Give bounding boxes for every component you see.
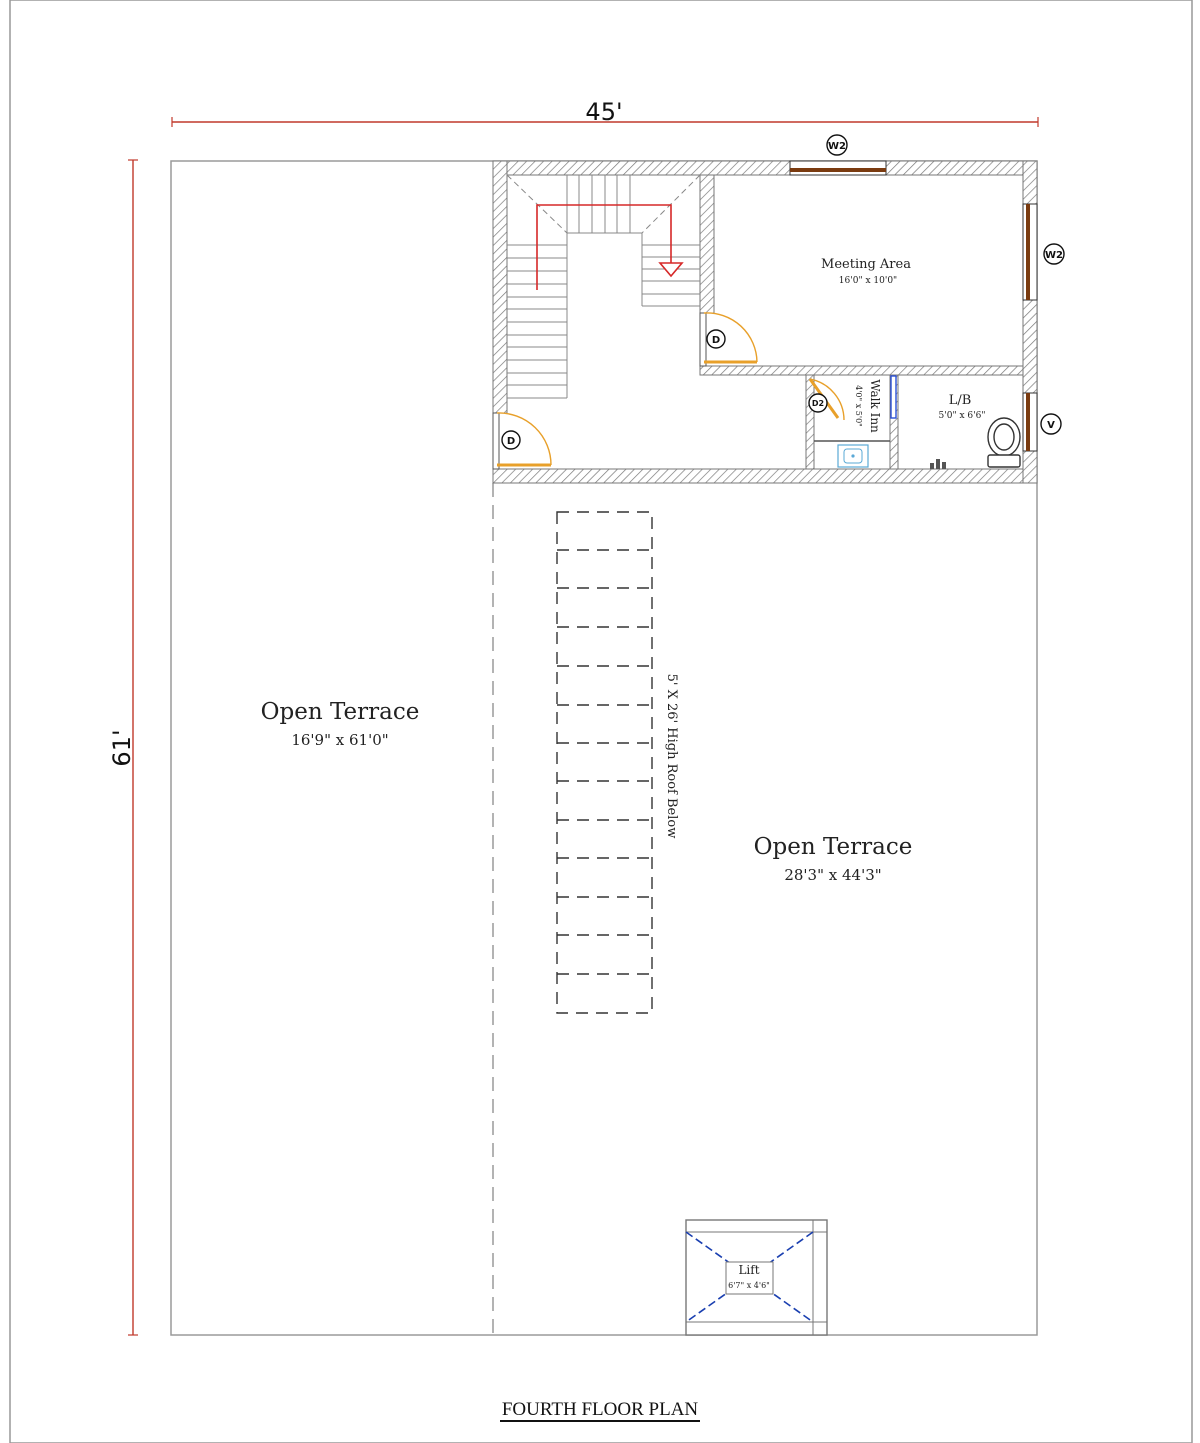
tag-w2-top: [827, 135, 847, 155]
svg-text:D2: D2: [811, 399, 825, 408]
meeting-area-size: 16'0" x 10'0": [838, 276, 898, 286]
page-frame: [10, 0, 1192, 1443]
toilet-icon: [988, 418, 1020, 467]
svg-text:D: D: [506, 436, 516, 447]
high-roof-grid: [557, 512, 652, 1013]
walk-inn-size: 4'0" x 5'0": [854, 385, 863, 427]
width-dimension-label: 45': [585, 98, 623, 126]
depth-dimension-label: 61': [108, 729, 136, 767]
door-stair: [493, 413, 551, 469]
walk-inn-glass-partition: [891, 376, 896, 418]
high-roof-note: 5' X 26' High Roof Below: [664, 673, 679, 839]
ventilator-v: [1023, 393, 1037, 451]
svg-text:W2: W2: [1045, 250, 1063, 261]
tag-v: [1041, 414, 1061, 434]
stair-direction-arrow: [537, 205, 682, 290]
block-walls: [493, 161, 1037, 483]
open-terrace-left-name: Open Terrace: [260, 699, 420, 725]
svg-text:D: D: [711, 335, 721, 346]
svg-text:V: V: [1047, 420, 1055, 431]
floor-trap-icon: [930, 459, 946, 469]
door-meeting: [700, 313, 757, 366]
meeting-area-name: Meeting Area: [821, 257, 911, 272]
open-terrace-left-size: 16'9" x 61'0": [291, 731, 389, 749]
window-w2-top: [790, 161, 886, 175]
lift-size: 6'7" x 4'6": [728, 1281, 770, 1290]
plan-title-text: FOURTH FLOOR PLAN: [501, 1399, 699, 1420]
tag-w2-right: [1044, 244, 1064, 264]
open-terrace-right-size: 28'3" x 44'3": [784, 866, 882, 884]
lb-size: 5'0" x 6'6": [938, 411, 986, 421]
walk-inn-name: Walk Inn: [868, 379, 882, 433]
lb-name: L/B: [948, 393, 972, 408]
wash-basin-icon: [838, 445, 868, 467]
lift-name: Lift: [738, 1263, 760, 1277]
svg-text:W2: W2: [828, 141, 846, 152]
lift-shaft: [686, 1220, 827, 1335]
window-w2-right: [1023, 204, 1037, 300]
depth-dimension: [108, 160, 138, 1335]
width-dimension: [172, 98, 1038, 127]
open-terrace-right-name: Open Terrace: [753, 834, 913, 860]
plan-title: [0, 1399, 1200, 1421]
